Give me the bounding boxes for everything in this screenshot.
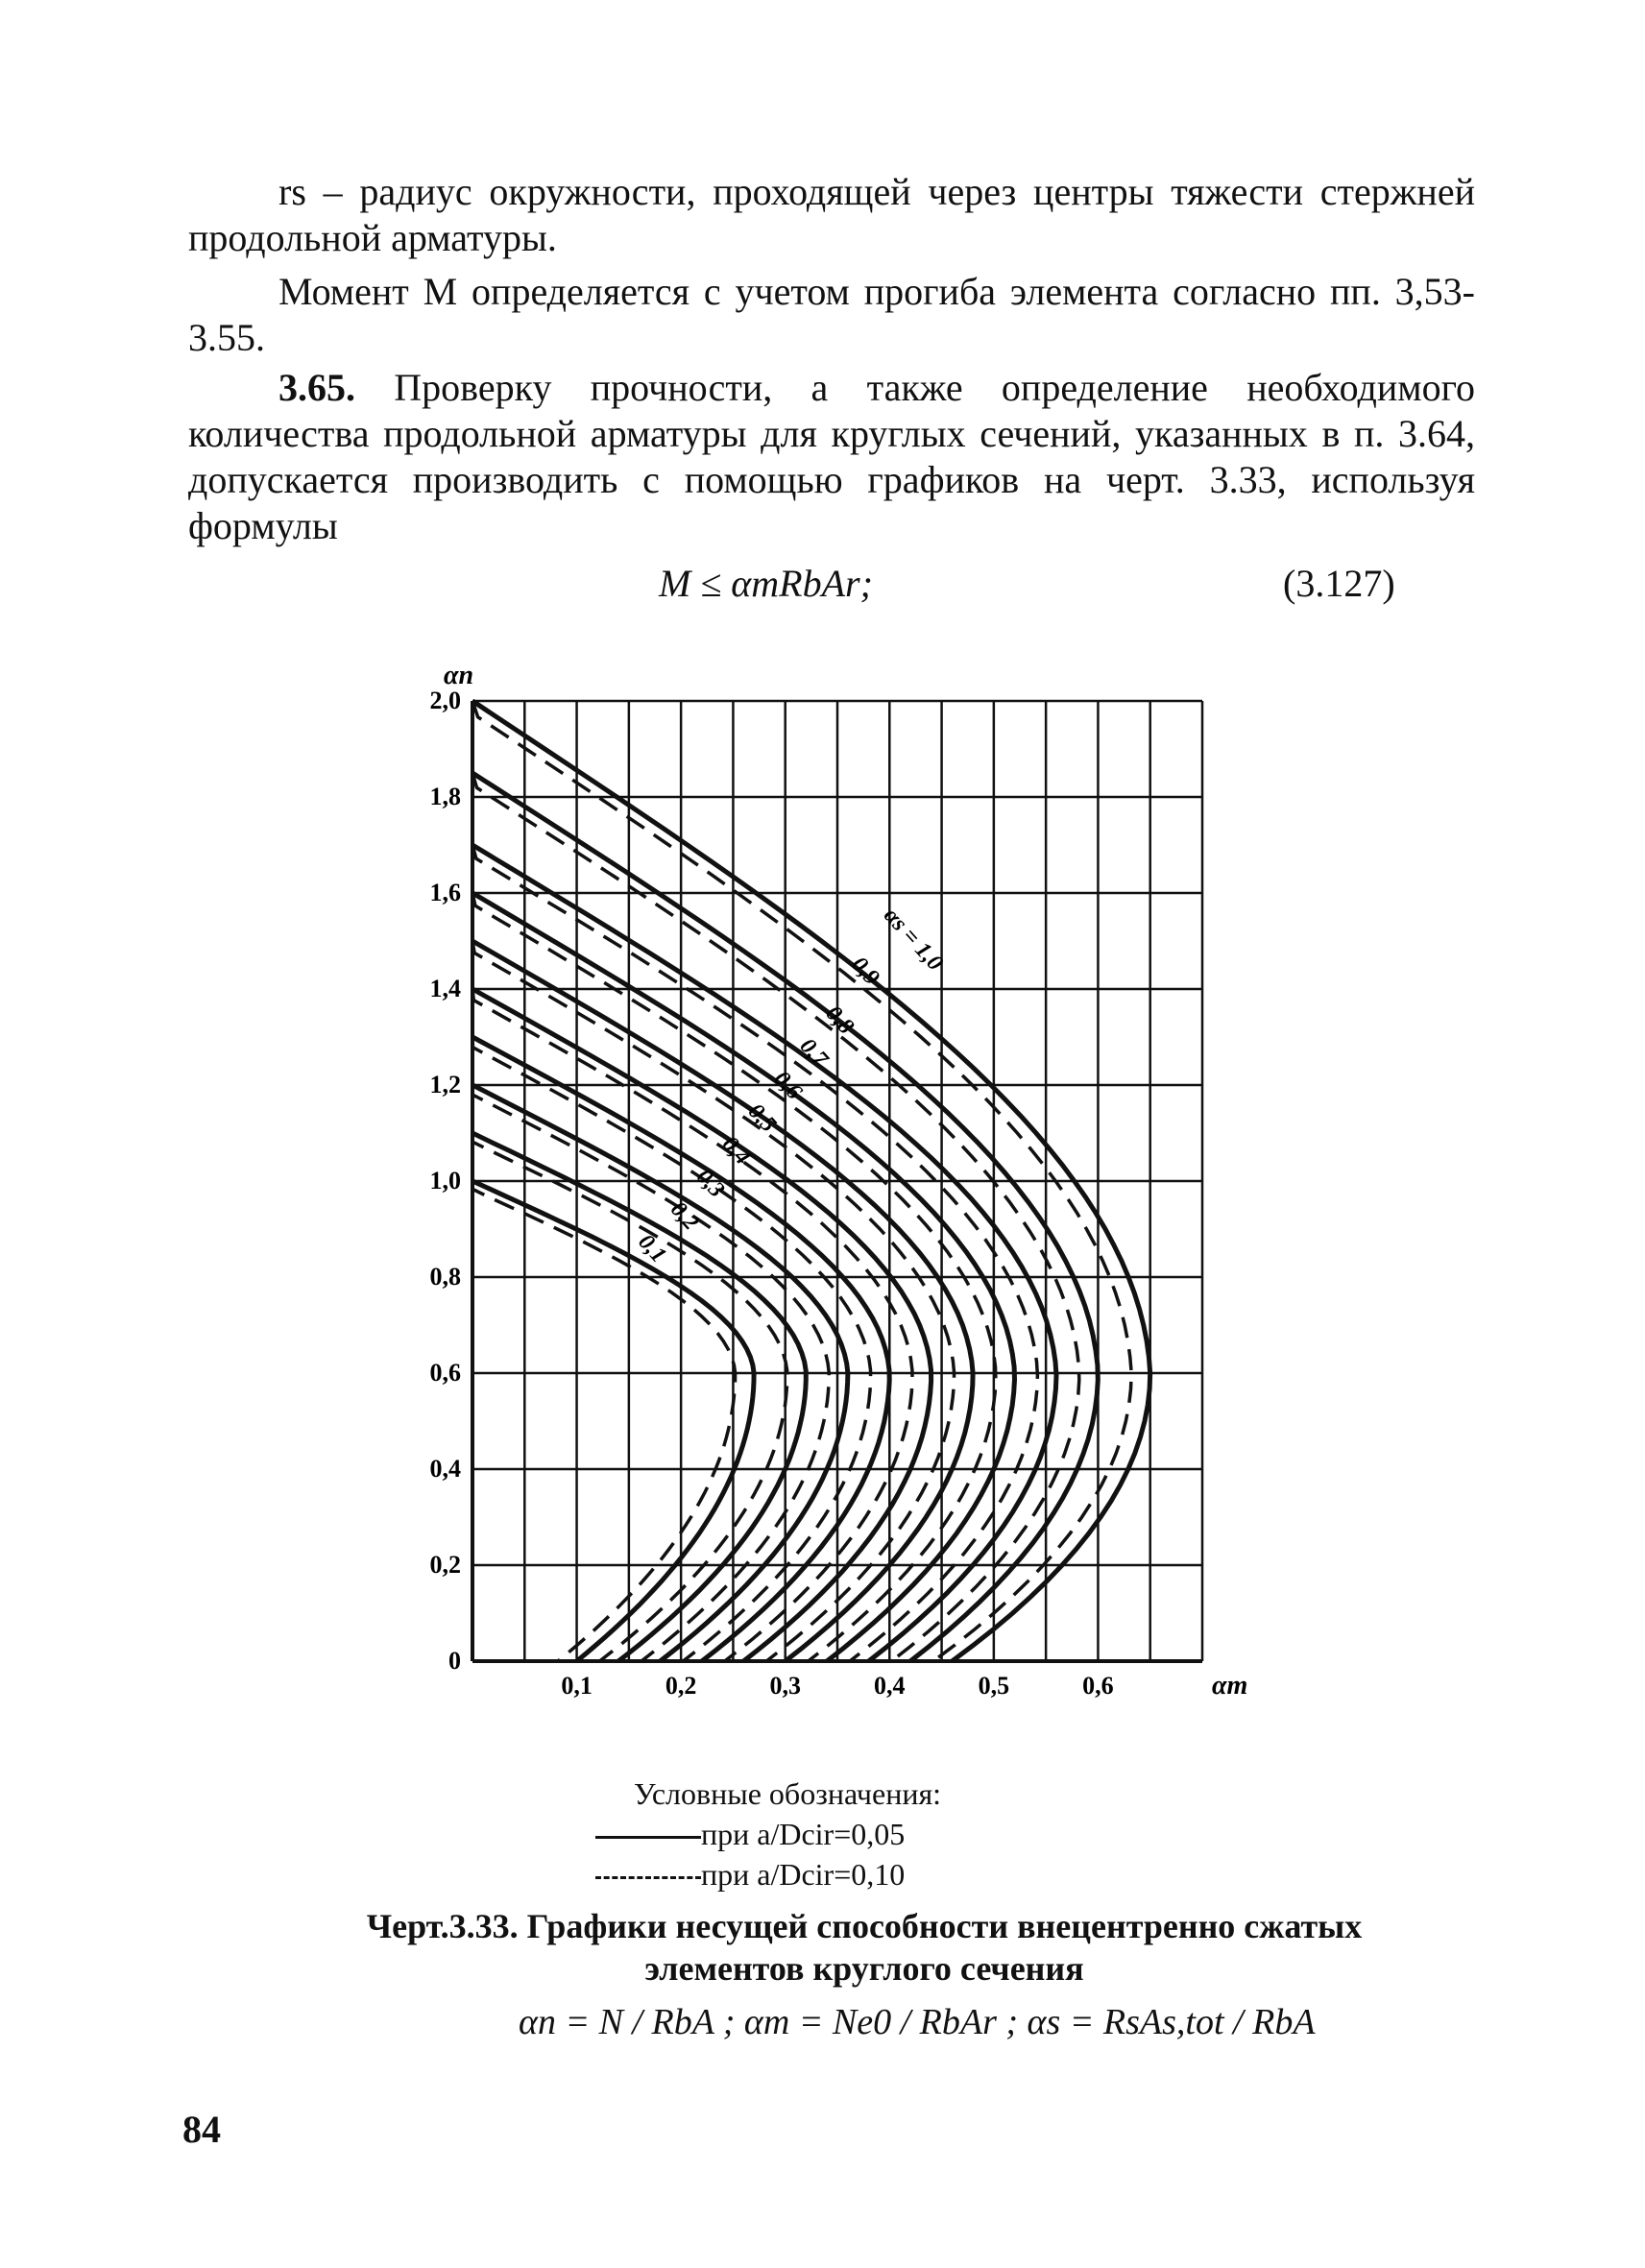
page-number: 84 bbox=[182, 2108, 221, 2151]
figure-caption-line1: Черт.3.33. Графики несущей способности внецентренно сжатых bbox=[366, 1907, 1363, 1945]
y-tick-label: 1,6 bbox=[429, 879, 461, 906]
x-axis-label: αm bbox=[1212, 1671, 1248, 1701]
paragraph-3-65: 3.65. Проверку прочности, а также определение необходимого количества продольной арматуры для круглых сечений, указанных в п. 3.64, допускается производить с помощью графиков на черт. 3.33, используя формулы bbox=[188, 366, 1476, 547]
x-tick-label: 0,4 bbox=[874, 1672, 906, 1700]
y-tick-label: 0,4 bbox=[429, 1455, 461, 1483]
legend-dashed-line-icon bbox=[595, 1876, 701, 1879]
y-tick-label: 1,8 bbox=[429, 783, 461, 810]
curve-label: 0,4 bbox=[716, 1131, 756, 1170]
legend-title: Условные обозначения: bbox=[634, 1776, 942, 1811]
curve-dashed bbox=[472, 989, 912, 1661]
y-tick-label: 0 bbox=[448, 1647, 461, 1675]
x-tick-label: 0,5 bbox=[978, 1672, 1010, 1700]
x-tick-label: 0,6 bbox=[1082, 1672, 1114, 1700]
curve-label: 0,2 bbox=[665, 1196, 704, 1236]
figure-caption-line2: элементов круглого сечения bbox=[644, 1949, 1084, 1988]
curve-label: 0,9 bbox=[846, 952, 884, 991]
x-tick-label: 0,3 bbox=[769, 1672, 801, 1700]
curve-label: 0,6 bbox=[768, 1066, 808, 1105]
y-tick-label: 1,0 bbox=[429, 1167, 461, 1194]
y-tick-label: 0,2 bbox=[429, 1551, 461, 1579]
legend-dashed: при a/Dcir=0,10 bbox=[595, 1857, 905, 1893]
curve-label: 0,8 bbox=[820, 1001, 859, 1040]
x-tick-label: 0,1 bbox=[561, 1672, 593, 1700]
legend-solid: при a/Dcir=0,05 bbox=[595, 1817, 905, 1852]
paragraph-moment: Момент M определяется с учетом прогиба элемента согласно пп. 3,53-3.55. bbox=[188, 270, 1475, 359]
curve-label: 0,3 bbox=[690, 1164, 730, 1203]
y-tick-label: 0,8 bbox=[429, 1263, 461, 1291]
paragraph-rs: rs – радиус окружности, проходящей через центры тяжести стержней продольной арматуры. bbox=[188, 170, 1475, 259]
y-tick-label: 0,6 bbox=[429, 1359, 461, 1387]
definitions-formula: αn = N / RbA ; αm = Ne0 / RbAr ; αs = RsAs,tot / RbA bbox=[519, 2002, 1316, 2042]
y-axis-label: αn bbox=[444, 661, 474, 690]
curve-label: 0,5 bbox=[742, 1098, 782, 1138]
curve-solid bbox=[472, 941, 973, 1661]
curve-label: αs = 1,0 bbox=[879, 903, 948, 977]
y-tick-label: 1,4 bbox=[429, 975, 461, 1002]
curve-dashed bbox=[472, 1181, 736, 1661]
x-tick-label: 0,2 bbox=[665, 1672, 697, 1700]
curve-label: 0,7 bbox=[794, 1033, 833, 1073]
legend-solid-line-icon bbox=[595, 1836, 701, 1839]
curve-solid bbox=[472, 1133, 806, 1661]
curve-label: 0,1 bbox=[633, 1229, 671, 1268]
y-tick-label: 1,2 bbox=[429, 1071, 461, 1098]
y-tick-label: 2,0 bbox=[429, 687, 461, 714]
bearing-capacity-chart bbox=[403, 653, 1268, 1728]
formula-3-127: M ≤ αmRbAr; bbox=[659, 562, 873, 605]
formula-number: (3.127) bbox=[1283, 562, 1395, 605]
curve-dashed bbox=[472, 941, 955, 1661]
curve-solid bbox=[472, 1181, 754, 1661]
clause-number: 3.65. bbox=[278, 366, 355, 409]
